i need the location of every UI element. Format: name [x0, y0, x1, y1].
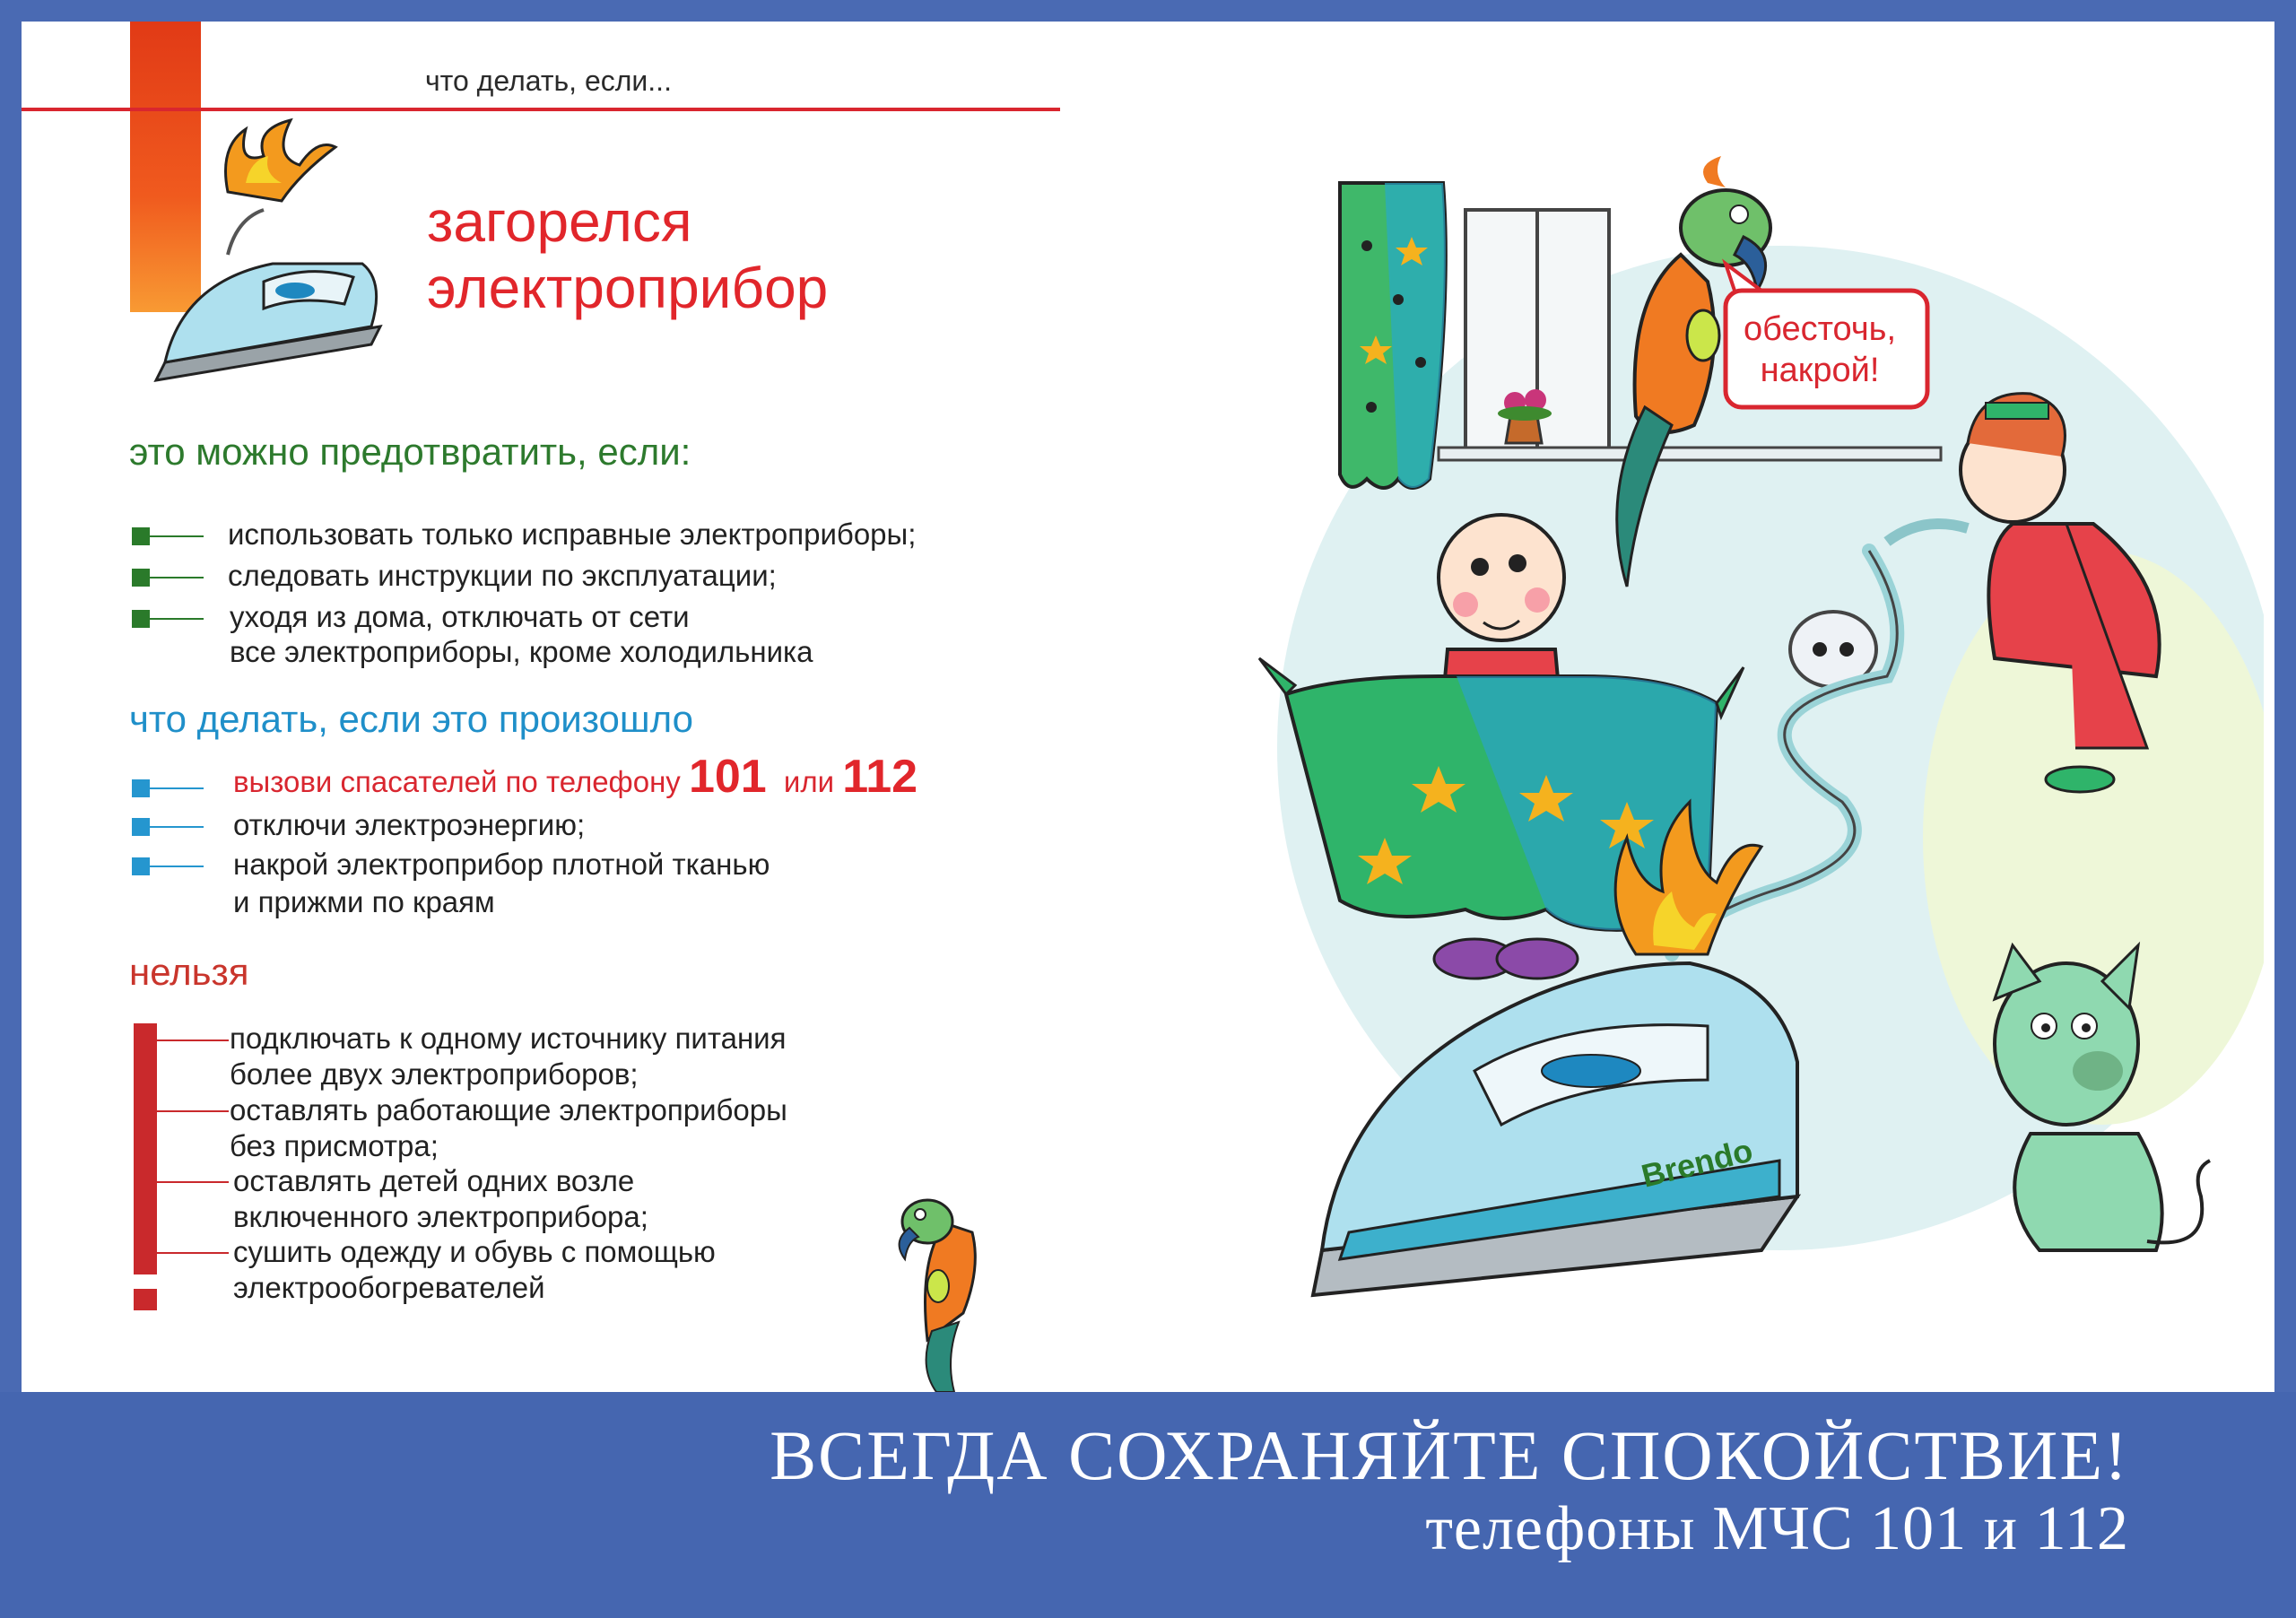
bubble-line1: обесточь, [1743, 310, 1897, 348]
exclamation-bar [134, 1023, 157, 1274]
footer-slogan: ВСЕГДА СОХРАНЯЙТЕ СПОКОЙСТВИЕ! [770, 1416, 2129, 1494]
or-text: или [783, 765, 835, 798]
prevent-item-1: использовать только исправные электроприборы; [228, 518, 917, 551]
forbidden-item-1: подключать к одному источнику питания [230, 1022, 787, 1055]
call-text: вызови спасателей по телефону [233, 765, 681, 798]
prevent-item-2: следовать инструкции по эксплуатации; [228, 559, 777, 592]
footer-phones: телефоны МЧС 101 и 112 [1425, 1494, 2129, 1563]
poster-page [22, 22, 2274, 1392]
curtain-icon [1340, 183, 1446, 488]
forbidden-heading: нельзя [129, 951, 249, 993]
forbidden-item-3: оставлять работающие электроприборы [230, 1093, 787, 1127]
speech-bubble-text [1726, 309, 1914, 391]
prevent-bullet-3 [132, 610, 150, 628]
actions-item-2: накрой электроприбор плотной тканью [233, 848, 770, 881]
exclamation-dot [134, 1289, 157, 1310]
forbidden-item-4: без присмотра; [230, 1129, 439, 1162]
phone-112: 112 [842, 751, 918, 803]
scene-illustration [1205, 120, 2264, 1313]
actions-bullet-1 [132, 779, 150, 797]
page-title [427, 188, 828, 321]
actions-item-1: отключи электроэнергию; [233, 808, 586, 841]
prevent-bullet-1 [132, 527, 150, 545]
prevent-item-3: уходя из дома, отключать от сети [230, 600, 690, 633]
forbidden-tick-2 [157, 1110, 229, 1112]
title-line1: загорелся [427, 189, 692, 254]
actions-bullet-3 [132, 857, 150, 875]
small-parrot-illustration [883, 1187, 1035, 1392]
forbidden-tick-3 [157, 1181, 229, 1183]
prevent-heading: это можно предотвратить, если: [129, 431, 691, 473]
phone-101: 101 [688, 751, 767, 803]
forbidden-item-7: сушить одежду и обувь с помощью [233, 1235, 716, 1268]
iron-brand-label: Brendo [1638, 1131, 1757, 1195]
actions-heading: что делать, если это произошло [129, 698, 693, 740]
header-kicker: что делать, если... [425, 65, 672, 97]
prevent-bullet-2 [132, 569, 150, 587]
bubble-line2: накрой! [1760, 352, 1880, 389]
forbidden-tick-4 [157, 1252, 229, 1254]
forbidden-item-2: более двух электроприборов; [230, 1057, 639, 1091]
forbidden-item-5: оставлять детей одних возле [233, 1164, 635, 1197]
title-line2: электроприбор [427, 256, 829, 320]
actions-bullet-2 [132, 818, 150, 836]
prevent-item-4: все электроприборы, кроме холодильника [230, 635, 813, 668]
forbidden-item-6: включенного электроприбора; [233, 1200, 648, 1233]
forbidden-item-8: электрообогревателей [233, 1271, 545, 1304]
actions-item-3: и прижми по краям [233, 885, 495, 918]
small-iron-on-fire-illustration [129, 111, 398, 398]
forbidden-tick-1 [157, 1040, 229, 1041]
actions-call-line [233, 751, 918, 803]
